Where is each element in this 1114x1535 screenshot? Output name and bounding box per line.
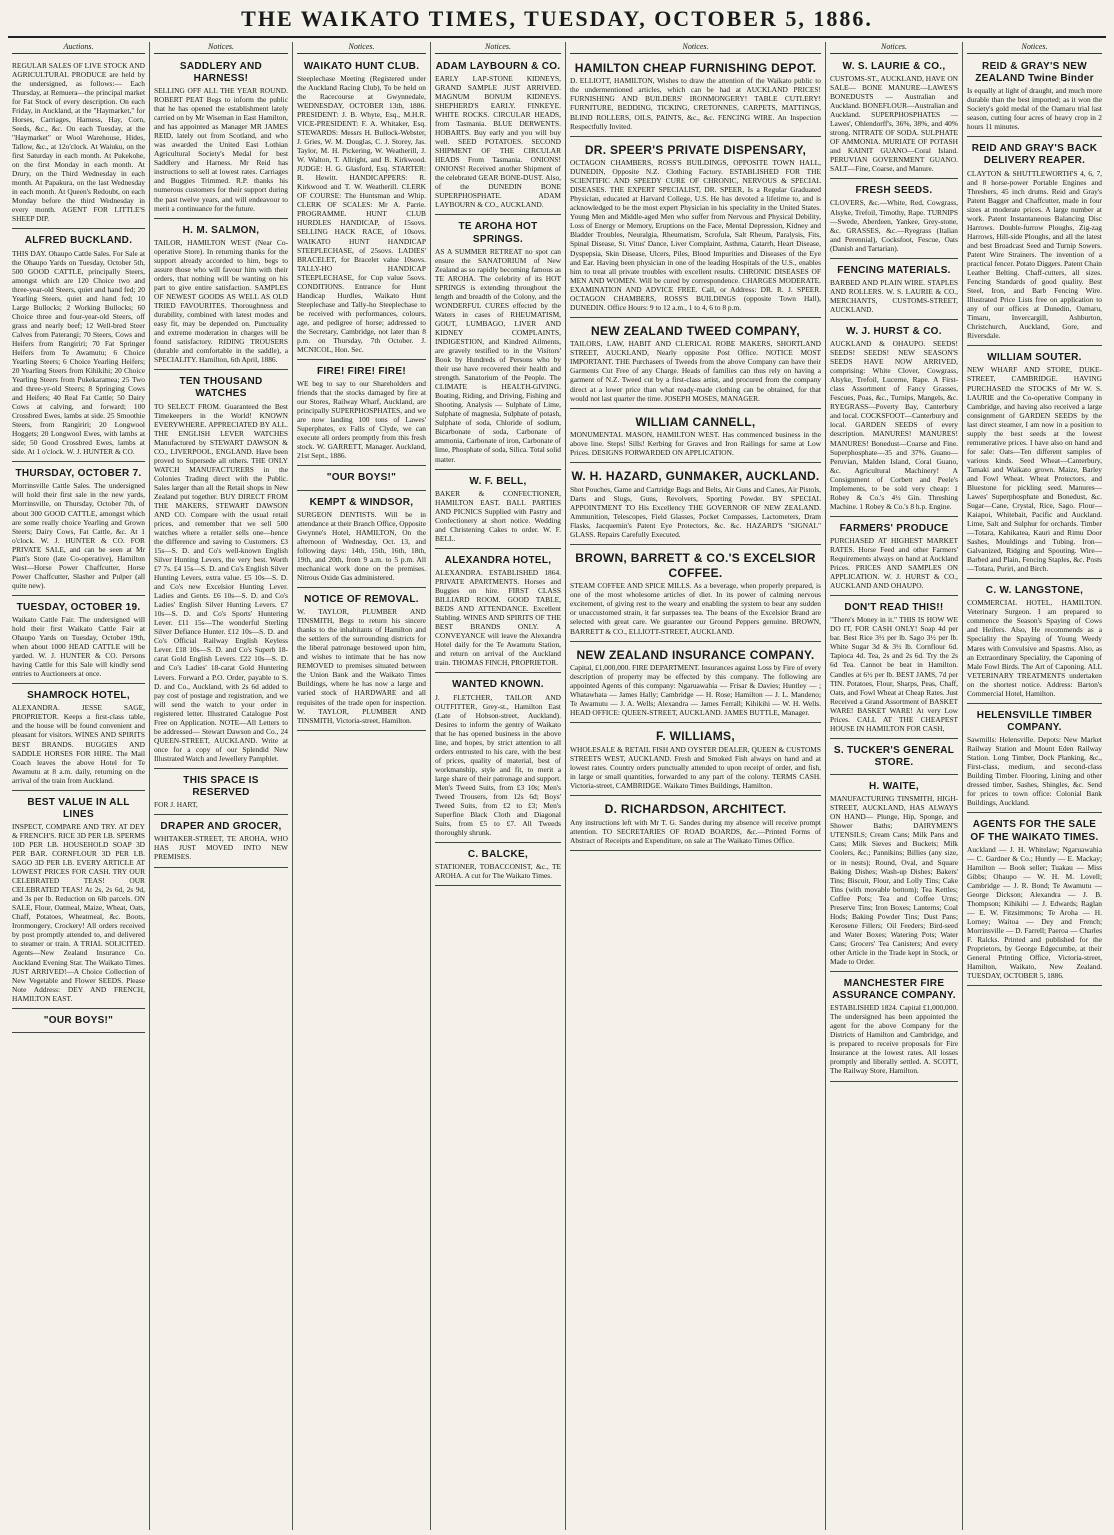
advertisement [830,181,958,258]
advertisement [435,57,561,216]
advertisement [154,372,288,769]
advertisement-body: Shot Pouches, Game and Cartridge Bags and Belts, Air Guns and Canes, Air Pistols, Darts and Slugs, Guns, Revolvers, Sporting Powder. BY SPECIAL APPOINTMENT TO His Excellency THE GOVERNOR OF NEW ZEALAND. Ammunition, Telescopes, Field Glasses, Pocket Compasses, Lactometers, Dram Flasks, Jacquemin's Patent Eye Protectors, &c. &c. HAZARD'S "SIGNAL" GLASS. Repairs Carefully Executed. [570,484,821,540]
advertisement [570,798,821,851]
advertisement-title: DON'T READ THIS!! [844,602,944,614]
advertisement-title: "OUR BOYS!" [326,472,397,484]
advertisement-title: SHAMROCK HOTEL, [27,690,130,702]
advertisement-body: CUSTOMS-ST., AUCKLAND, HAVE ON SALE— BONE MANURE—LAWES'S BONEDUSTS — Australian and Auckland. BONEFLOUR—Australian and Auckland. SUPERPHOSPHATES — Lawes', Ohlendorff's, 36%, 38%, and 40% strong. NITRATE OF SODA. SULPHATE OF AMMONIA. MURIATE OF POTASH and KAINIT GUANO—Coral Island. PERUVIAN GOVERNMENT GUANO. SALT—Fine, Coarse, and Manure. [830,73,958,174]
advertisement-title: AGENTS FOR THE SALE OF THE WAIKATO TIMES. [970,819,1099,843]
column-heading: Notices. [154,42,288,54]
advertisement [154,57,288,219]
advertisement [297,362,426,466]
advertisement-body: Waikato Cattle Fair. The undersigned will hold their first Waikato Cattle Fair at Ohaupo Yards on Tuesday, October 19th, when about 1000 HEAD CATTLE will be yarded. W. J. HUNTER & CO. Persons having Cattle for this Sale will kindly send entries to Auctioneers at once. [12,614,145,679]
advertisement [297,590,426,731]
advertisement [570,725,821,796]
advertisement-title: "OUR BOYS!" [43,1014,114,1026]
advertisement-body: OCTAGON CHAMBERS, ROSS'S BUILDINGS, OPPOSITE TOWN HALL, DUNEDIN, Opposite N.Z. Clothing Factory. ESTABLISHED FOR THE SCIENTIFIC AND SPEEDY CURE OF CHRONIC, NERVOUS & SPECIAL DISEASES. THE EXPERT SPECIALIST, DR. SPEER, Is a Regular Graduated Physician, educated at Harvard College, U.S. He has devoted a lifetime to, and is acknowledged to be the most expert Physician in his speciality in the United States. Young Men and Middle-aged Men who suffer from Nervous and Physical Debility, Loss of Energy or Memory, Eruptions on the Face, Mental Depression, Kidney and Bladder Troubles, Neuralgia, Rheumatism, Scrofula, Salt Rheum, Paralysis, Fits, Spinal Disease, St. Vitus' Dance, Liver Complaint, Asthma, Catarrh, Heart Disease, Dyspepsia, Skin Disease, Ulcers, Piles, Blood Impurities and Diseases of the Eye and Ear. Having been physician in one of the leading Hospitals of the U.S., enables him to treat all private troubles with excellent results. CHRONIC DISEASES OF MEN AND WOMEN. Will be cured by correspondence. CHARGES MODERATE. EXAMINATION AND ADVICE FREE. Call, or Address: DR. R. J. SPEER. OCTAGON CHAMBERS, ROSS'S BUILDINGS (opposite Town Hall), DUNEDIN. Office Hours: 9 to 12 a.m., 1 to 4, 6 to 8 p.m. [570,158,821,312]
advertisement-body: WE beg to say to our Shareholders and friends that the stocks damaged by fire at our Stores, Railway Wharf, Auckland, are principally SUPERPHOSPHATES, and we are now landing 100 tons of Lawes' Superphates, ex Falls of Clyde, we can execute all orders promptly from this fresh stock. W. GARRETT, Manager. Auckland, 21st Sept., 1886. [297,379,426,461]
advertisement-title: WANTED KNOWN. [452,679,544,691]
advertisement [967,815,1102,986]
column-grid [8,42,1106,1530]
advertisement-body: Morrinsville Cattle Sales. The undersigned will hold their first sale in the new yards, Morrinsville, on Thursday, October 7th, of about 300 GOOD CATTLE, amongst which are some really choice Yearling and Grown Steers; Dairy Cows, Fat Cattle, &c. At 1 o'clock. W. J. HUNTER & CO. FOR PRIVATE SALE, and can be seen at Mr Piatt's Store (late Co-operative), Hamilton West—Horse Power Chaffcutter, Horse Power Chaffcutter, Slasher and Pulper (all quite new). [12,481,145,590]
advertisement-title: ADAM LAYBOURN & CO. [435,60,561,72]
advertisement-title: WILLIAM SOUTER. [987,352,1082,364]
advertisement-title: ALFRED BUCKLAND. [24,235,133,247]
advertisement-title: W. H. HAZARD, GUNMAKER, AUCKLAND. [571,469,820,484]
advertisement-body: SURGEON DENTISTS. Will be in attendance at their Branch Office, Opposite Gwynne's Hotel, HAMILTON, On the afternoon of Wednesday, Oct. 13, and following days: 14th, 15th, 16th, 18th, 19th, and 20th, from 9 a.m. to 5 p.m. All mechanical work done on the premises. Nitrous Oxide Gas administered. [297,509,426,582]
advertisement [154,771,288,815]
advertisement-body: W. TAYLOR, PLUMBER AND TINSMITH, Begs to return his sincere thanks to the inhabitants of Hamilton and the settlers of the surrounding districts for the liberal patronage bestowed upon him, and wishes to intimate that he has now REMOVED to premises situated between the Union Bank and the Waikato Times Buildings, where he has now a large and varied stock of HARDWARE and all requisites of the trade open for inspection. W. TAYLOR, PLUMBER AND TINSMITH, Victoria-street, Hamilton. [297,607,426,725]
advertisement-body: WHITAKER-STREET, TE AROHA, WHO HAS JUST MOVED INTO NEW PREMISES. [154,834,288,862]
advertisement [570,644,821,724]
advertisement-title: W. J. HURST & CO. [846,325,942,337]
advertisement [435,675,561,843]
advertisement-title: H. M. SALMON, [182,224,260,236]
advertisement [297,57,426,360]
advertisement [297,493,426,588]
column-heading: Notices. [967,42,1102,54]
advertisement-body: AUCKLAND & OHAUPO. SEEDS! SEEDS! SEEDS! NEW SEASON'S SEEDS HAVE NOW ARRIVED, comprising: White Clover, Cowgrass, Alsyke, Trefoil, Lucerne, Rape. A First-class Assortment of Fancy Grasses, Fescues, Poas, &c., Turnips, Mangels, &c. RYEGRASS—Poverty Bay, Canterbury and local. COCKSFOOT—Canterbury and local. GARDEN SEEDS of every description. MANURES! MANURES! MANURES! Bonedust—Coarse and Fine. Superphosphate—35 and 37%. Guano—Peruvian, Malden Island, Coral Guano, &c. Agricultural Machinery! A Consignment of Corbett and Peele's Implements, to be sold very cheap: 1 Robey & Co.'s 4½ Gin. Threshing Machine. 1 Robey & Co.'s 8 h.p. Engine. [830,339,958,511]
advertisement [435,472,561,549]
advertisement-body: MANUFACTURING TINSMITH, HIGH-STREET, AUCKLAND, HAS ALWAYS ON HAND— Plunge, Hip, Sponge, and Shower Baths; DAIRYMEN'S UTENSILS; Cream Cans; Milk Pans and Cans; Milk Sieves and Buckets; Milk Coolers, &c.; Pannikins; Billies (any size, or in nests); Round, Oval, and Square Baking Dishes; Wash-up Dishes; Bakers' Tins; Biscuit, Flour, and Lolly Tins; Cake Tins (with movable bottom); Tea Kettles; Coffee Pots; Tea and Coffee Urns; Preserve Tins; Iron Boxes; Lanterns; Coal Hods; Baking Powder Tins; Dust Pans; Kerosene Fillers; Oil Feeders; Bird-seed and Water Boxes; Watering Pots; Water Cans; Grocers' Tea Canisters; And every other Article in the Trade kept in Stock, or Made to Order. [830,794,958,966]
advertisement-title: NOTICE OF REMOVAL. [304,594,419,605]
advertisement-body: STATIONER, TOBACCONIST, &c., TE AROHA. A cut for The Waikato Times. [435,862,561,881]
advertisement-body: CLAYTON & SHUTTLEWORTH'S 4, 6, 7, and 8 horse-power Portable Engines and Threshers, 45 inch drums. Reid and Gray's Patent Bagger and Chaffcutter, made in four sizes at moderate prices. A large number at work. Patent Instantaneous Balancing Disc Harrows. Double-furrow Ploughs, Zig-zag Harrows, Hill-side Ploughs, and all the latest and best Broadcast Seed and Turnip Sowers. Patent Wire Strainers. The invention of a practical fencer. Potato Diggers. Patent Chain Leather Belting. Chaff-cutters, all sizes. Fencing Standards of good quality. Best Steel, Iron, and Barb Fencing Wire. Illustrated Price Lists free on application to any of our offices at Dunedin, Oamaru, Timaru, Invercargill, Ashburton, Christchurch, Auckland, Gore, and Riversdale. [967,168,1102,341]
advertisement [570,411,821,464]
advertisement-title: REID AND GRAY'S BACK DELIVERY REAPER. [971,143,1098,167]
advertisement-title: C. W. LANGSTONE, [985,585,1084,597]
advertisement-body: FOR J. HART, [154,800,198,810]
advertisement [154,221,288,371]
advertisement-title: THURSDAY, OCTOBER 7. [15,468,142,480]
advertisement-body: Capital, £1,000,000. FIRE DEPARTMENT. Insurances against Loss by Fire of every description of property may be effected by this company. The following are appointed Agents of this company: Ngaruawahia — Frisar & Davies; Huntley — ; Whatawhata — James Hally; Cambridge — H. Rose; Hamilton — J. L. Mandeno; Te Awamutu — J. A. Wells; Alexandra — James Ferrall; Kihikihi — W. H. Wells. HEAD OFFICE: QUEEN-STREET, AUCKLAND. JAMES BUTTLE, Manager. [570,663,822,718]
column-auctions [8,42,150,1530]
advertisement [570,547,821,641]
advertisement-body: COMMERCIAL HOTEL, HAMILTON. Veterinary Surgeon. I am prepared to commence the Season's Spaying of Cows and Heifers. Also, He recommends as a Speciality the Spaying of Young Weedy Mares with Convulsive and Spasms. Also, as an Extraordinary Speciality, the Caponing of Male Fowl Birds. The Art of Caponing. ALL VETERINARY TREATMENTS undertaken on the shortest notice. Address: Barton's Commercial Hotel, Hamilton. [967,598,1102,698]
advertisement-title: NEW ZEALAND TWEED COMPANY, [591,323,800,338]
advertisement-body: D. ELLIOTT, HAMILTON, Wishes to draw the attention of the Waikato public to the undermentioned articles, which can be had at AUCKLAND PRICES! FURNISHING AND BUILDERS' IRONMONGERY! TABLE CUTLERY! FURNITURE, BEDDING, TICKING, CRETONNES, CARPETS, MATTINGS, BLIND ROLLERS, OILS, PAINTS, &c., &c. FENCING WIRE. An Inspection Respectfully Invited. [570,76,821,131]
advertisement-title: DR. SPEER'S PRIVATE DISPENSARY, [584,142,807,157]
advertisement-body: Is equally at light of draught, and much more durable than the best imported; as it won the Society's gold medal of the Oamaru trial last season, cutting four acres of heavy crop in 2 hours 11 minutes. [967,86,1102,132]
advertisement-body: PURCHASED AT HIGHEST MARKET RATES. Horse Feed and other Farmers' Requirements always on hand at Auckland Prices. PRICES AND SAMPLES ON APPLICATION. W. J. HURST & CO., AUCKLAND AND OHAUPO. [830,535,958,591]
advertisement-title: TE AROHA HOT SPRINGS. [458,221,538,245]
advertisement-title: C. BALCKE, [467,849,529,861]
advertisement [12,1011,145,1033]
advertisement [154,817,288,867]
advertisement [967,706,1102,814]
advertisement [297,468,426,490]
advertisement-body: TAILORS, LAW, HABIT AND CLERICAL ROBE MAKERS, SHORTLAND STREET, AUCKLAND, Nearly opposite Post Office. NOTICE MOST IMPORTANT. THE Purchasers of Tweeds from the above Company can have their Garments Cut Free of any Charge. Heads of families can thus rely on having a garment of N.Z. Tweed cut by a first-class artist, and procured from the company direct at a lower price than what ready-made clothing can be obtained, for that would not last quarter the time. JOSEPH MOSES, MANAGER. [570,339,821,403]
advertisement-title: FARMERS' PRODUCE [839,522,949,534]
masthead-title: THE WAIKATO TIMES, TUESDAY, OCTOBER 5, 1886. [241,6,873,31]
advertisement [570,465,821,545]
advertisement-body: CLOVERS, &c.—White, Red, Cowgrass, Alsyke, Trefoil, Timothy, Rape. TURNIPS—Swede, Aberdeen, Yankee, Grey-stone, &c. GRASSES, &c.—Ryegrass (Italian and Perennial), Cocksfoot, Fescue, Oats (Danish and Tartarian). [830,198,958,253]
advertisement-title: KEMPT & WINDSOR, [309,496,414,508]
advertisement [830,57,958,180]
column-notices-3 [293,42,431,1530]
advertisement-title: HAMILTON CHEAP FURNISHING DEPOT. [574,60,817,75]
advertisement [830,261,958,320]
advertisement-body: ALEXANDRA. JESSE SAGE, PROPRIETOR. Keeps a first-class table, and the house will be found convenient and pleasant for visitors. WINES AND SPIRITS BEST BRANDS. BUGGIES AND SADDLE HORSES FOR HIRE. The Mail Coach leaves the above Hotel for Te Awamutu at 8 a.m. daily, returning on the arrival of the train from Auckland. [12,703,145,785]
column-notices-2 [150,42,293,1530]
advertisement-body: ESTABLISHED 1824. Capital £1,000,000. The undersigned has been appointed the agent for the above Company for the Districts of Hamilton and Cambridge, and is prepared to receive proposals for Fire Insurance at the lowest rates. All losses promptly and liberally settled. A. SCOTT, The Railway Store, Hamilton. [830,1003,958,1076]
advertisement-title: TEN THOUSAND WATCHES [179,376,263,400]
advertisement [967,581,1102,704]
advertisement [570,139,821,318]
advertisement [830,598,958,739]
advertisement-title: BROWN, BARRETT & CO.'S EXCELSIOR COFFEE. [575,551,816,580]
advertisement [830,322,958,517]
advertisement-body: "There's Money in it." THIS IS HOW WE DO IT, FOR CASH ONLY! Soap 4d per bar. Best Rice 3½ per lb. Sago 3½ per lb. White Sugar 3d & 3½ lb. Cornflour 6d. Tapioca 4d. Tea, 2s and 2s 6d. Try the 2s 6d Tea. Cannot be beat in Hamilton. Candles at 6½ per lb. BEST JAMS, 7d per TIN. Potatoes, Flour, Sharps, Peas, Chaff, Oats, and Fowl Wheat at Cheap Rates. Just Received a Grand Assortment of BASKET WARE! BASKET WARE! At very Low Prices. CALL AT THE CHEAPEST HOUSE IN HAMILTON FOR CASH, [830,615,958,733]
advertisement-title: FENCING MATERIALS. [837,264,951,276]
advertisement-title: W. S. LAURIE & CO., [842,60,946,72]
advertisement-title: FIRE! FIRE! FIRE! [317,365,406,377]
advertisement [967,57,1102,138]
advertisement-title: FRESH SEEDS. [855,185,933,197]
advertisement-title: TUESDAY, OCTOBER 19. [16,601,141,613]
advertisement-body: TAILOR, HAMILTON WEST (Near Co-operative Store). In returning thanks for the support already accorded to him, begs to assure those who will favour him with their orders, that nothing will be wanting on his part to give entire satisfaction. SAMPLES OF NEWEST GOODS AS WELL AS OLD TRIED FAVOURITES. Thoroughness and durability, combined with latest modes and easy fit, may be depended on. Punctuality and extreme moderation in charges will be found satisfactory. RIDING TROUSERS (durable and comfortable in the saddle), a SPECIALITY. Hamilton, 6th April, 1886. [154,237,288,365]
advertisement [12,231,145,462]
column-notices-5 [566,42,826,1530]
advertisement [830,741,958,775]
column-heading: Notices. [435,42,561,54]
column-heading: Notices. [297,42,426,54]
advertisement-title: SADDLERY AND HARNESS! [179,60,263,84]
advertisement-body: BAKER & CONFECTIONER, HAMILTON EAST. BALL PARTIES AND PICNICS Supplied with Pastry and Confectionery at short notice. Wedding and Christening Cakes to order. W. F. BELL. [435,488,561,543]
advertisement-body: BARBED AND PLAIN WIRE. STAPLES AND ROLLERS. W. S. LAURIE & CO., MERCHANTS, CUSTOMS-STREET, AUCKLAND. [830,277,958,314]
advertisement-body: ALEXANDRA. ESTABLISHED 1864. PRIVATE APARTMENTS. Horses and Buggies on hire. FIRST CLASS BILLIARD ROOM. GOOD TABLE, BEDS AND ATTENDANCE. Excellent Stabling. WINES AND SPIRITS OF THE BEST BRANDS ONLY. A CONVEYANCE will leave the Alexandra Hotel daily for the Te Awamutu Station, and return on arrival of the Auckland train. THOMAS FINCH, PROPRIETOR. [435,568,561,668]
advertisement-title: H. WAITE, [869,781,919,793]
advertisement-title: WILLIAM CANNELL, [635,414,756,429]
advertisement-body: INSPECT, COMPARE AND TRY. AT DEY & FRENCH'S. RICE 3D PER LB. SPERMS 10D PER LB. HOUSEHOLD SOAP 3D PER BAR. CORNFLOUR 3D PER LB. SAGO 3D PER LB. EVERY ARTICLE AT LOWEST PRICES FOR CASH. TRY OUR CELEBRATED TEAS! OUR CELEBRATED TEAS! At 2s, 2s 6d, 2s 9d, and 3s per lb. Reduction on 6lb parcels. ON SALE, Flour, Oatmeal, Maize, Wheat, Oats, Chaff, Potatoes, Wheatmeal, &c. Boots, Ironmongery, Crockery! All orders received by post promptly attended to, and delivered to steamer or train. A TRIAL SOLICITED. Agents—New Zealand Insurance Co. Auckland Evening Star. The Waikato Times. JUST ARRIVED!—A Choice Collection of New Vegetable and Flower SEEDS. Please Note Address: DEY AND FRENCH, HAMILTON EAST. [12,822,145,1003]
advertisement-body: NEW WHARF AND STORE, DUKE-STREET, CAMBRIDGE. HAVING PURCHASED the STOCKS of Mr W. S. LAURIE and the Co-operative Company in Cambridge, and having also received a large consignment of GARDEN SEEDS by the last direct steamer, I am now in a position to supply the best seeds at the lowest remunerative prices. I have also on hand and for sale: Oats—Ten different samples of various kinds. Seed Wheat—Canterbury, Tamaki and Waikato grown. Maize, Barley and Fowl Wheat. Wheat Protectors, and Bluestone for pickling seed. Manures—Lawes' Superphosphate and Bonedust, &c. Sugar—Cane, Crystal, Rice, Sago. Flour—Kaiapoi, Whitebait, Pacific and Auckland. Lime, Salt and Sulphur for orchards. Timber—Totara, Kahikatea, Kauri and Rimu Door Sashes, Mouldings and Tubing. Iron—Galvanized, Ridging and Spouting. Wire—Barbed and Plain, Fencing Staples, &c. Posts—Totara, Puriri, and Birch. [967,365,1102,574]
masthead-rule [8,36,1106,38]
advertisement [570,57,821,137]
advertisement [435,551,561,674]
advertisement-body: Sawmills: Helensville. Depots: New Market Railway Station and Mount Eden Railway Station. Long Timber, Dock Planking, &c., First-class, medium, and second-class Building Timber. Flooring, Lining and other dressed timber, Sashes, Shingles, &c. Send for prices to town office: Colonial Bank Buildings, Auckland. [967,735,1102,808]
column-heading: Auctions. [12,42,145,54]
advertisement [12,793,145,1009]
column-notices-6 [826,42,963,1530]
masthead [0,0,1114,38]
advertisement-body: SELLING OFF ALL THE YEAR ROUND. ROBERT PEAT Begs to inform the public that he has opened the establishment lately carried on by Mr Wiseman in East Hamilton, and has appointed as Manager MR JAMES REID, lately out from Scotland, and who was awarded the United East Lothian Agricultural Society's Medal for best Saddlery and Harness. Mr Reid has instructions to sell at lowest rates. Carriages and Buggies Trimmed. R.P. thanks his numerous customers for their support during the past twelve years, and will endeavour to merit a continuance for the future. [154,86,288,213]
advertisement-title: MANCHESTER FIRE ASSURANCE COMPANY. [832,977,956,1002]
advertisement [570,320,821,409]
advertisement-body: MONUMENTAL MASON, HAMILTON WEST. Has commenced business in the above line. Steps! Sills! Kerbing for Graves and Iron Railings for same at Low Prices. DESIGNS FORWARDED ON APPLICATION. [570,430,821,458]
advertisement [12,464,145,596]
advertisement [12,57,145,230]
advertisement-body: WHOLESALE & RETAIL FISH AND OYSTER DEALER, QUEEN & CUSTOMS STREETS WEST, AUCKLAND. Fresh and Smoked Fish always on hand and at lowest rates. Country orders punctually attended to upon receipt of order, and fish, in large or small quantities, forwarded to any part of the colony. TERMS CASH. Victoria-street, CAMBRIDGE. Waikato Times Buildings, Hamilton. [570,744,821,791]
advertisement [967,139,1102,346]
advertisement-title: W. F. BELL, [469,475,527,487]
advertisement-body: REGULAR SALES OF LIVE STOCK AND AGRICULTURAL PRODUCE are held by the undersigned, as follows:— Each Thursday, at Remuera—the principal market for Fat Stock of every description. On each Friday, in Auckland, at the "Haymarket," for Horses, Carriages, Harness, Hay, Corn, Seeds, &c., &c. On each Tuesday, at the "Haymarket" or Wool Warehouse, Hides, Tallow, &c., at 12o'clock. At Waiuku, on the first Saturday in each month. At Pukekohe, on the first Monday in each month. At Drury, on the Third Wednesday in each month. At Papakura, on the last Wednesday in each month. At Queen's Redoubt, on each Monday before the third Wednesday in every month. AGENT FOR LITTLE'S SHEEP DIP. [12,60,145,224]
advertisement [12,598,145,684]
advertisement-title: NEW ZEALAND INSURANCE COMPANY. [576,647,815,662]
advertisement [967,348,1102,579]
advertisement [830,519,958,596]
advertisement-body: STEAM COFFEE AND SPICE MILLS. As a beverage, when properly prepared, is one of the most wholesome articles of diet. In its power of calming nervous excitement, of giving rest to the weary and enabling the system to bear any sudden or unaccustomed strain, it far surpasses tea. The beans of the Excelsior Brand are selected with great care. We guarantee our Ground Peppers genuine. BROWN, BARRETT & CO., ELLIOTT-STREET, AUCKLAND. [570,581,821,636]
advertisement-body: Auckland — J. H. Whitelaw; Ngaruawahia — C. Gardner & Co.; Huntly — E. Mackay; Hamilton — Book seller; Tuakau — Miss Gibbs; Ohaupo — W. H. M. Lovell; Cambridge — J. R. Bond; Te Awamutu — George Dickson; Alexandra — J. B. Thompson; Kihikihi — J. Edwards; Raglan — E. W. Fitzsimmons; Te Aroha — H. Lorney; Waitoa — Dey and French; Morrinsville — D. Farrell; Paeroa — Charles F. Ralcks. Printed and published for the Proprietors, by George Edgecumbe, at their General Printing Office, Victoria-street, Hamilton, Waikato, New Zealand. TUESDAY, OCTOBER 5, 1886. [967,844,1102,981]
advertisement-title: S. TUCKER'S GENERAL STORE. [833,744,955,768]
advertisement-title: HELENSVILLE TIMBER COMPANY. [976,709,1093,733]
advertisement-title: ALEXANDRA HOTEL, [444,554,552,566]
advertisement-body: TO SELECT FROM. Guaranteed the Best Timekeepers in the World! KNOWN EVERYWHERE. APPRECIATED BY ALL. THE ENGLISH LEVER WATCHES Manufactured by STEWART DAWSON & CO., LIVERPOOL, ENGLAND. Have been proved to Supersede all others. THE ONLY WATCH MANUFACTURERS in the Colonies Trading direct with the Public. Sales larger than all the Retail shops in New Zealand put together. BUY DIRECT FROM THE MAKERS, STEWART DAWSON AND CO. Compare with the usual retail prices, and remember that we sell 500 watches where a retailer sells one—hence the difference and saving to Customers. £3 15s—S. D. and Co's well-known English Silver Hunting Levers, the very best. Worth £7 7s. £4 15s—S. D. and Co's English Silver Hunting Levers, extra value. £5 10s—S. D. and Co's new Excelsior Hunting Lever. Ladies and Gents. £6 10s—S. D. and Co's Ladies' English Silver Hunting Levers. £7 10s—S. D. and Co's Sports' Huntering Lever. £11 15s—The wonderful Sterling Silver Defiance Hunter. £12 10s—S. D. and Co's Official Railway English Keyless Lever. £18 10s—S. D. and Co's Superb 18-carat Gold English Levers. £22 10s—S. D. and Co's Ladies' 18-carat Gold Huntering Levers. Forward a P.O. Order, payable to S. D. and Co., Auckland, with 2s 6d added to pay cost of postage and registration, and we will send the watch to your order in registered letter. Illustrated Catalogue Post Free on Application. NOTE—All Letters to be addressed— Stewart Dawson and Co., 24 QUEEN-STREET, AUCKLAND. Write at once for a copy of our Splendid New Illustrated Watch and Jewellery Pamphlet. [154,401,288,763]
advertisement [830,974,958,1082]
advertisement-title: DRAPER AND GROCER, [160,821,282,833]
advertisement [12,686,145,790]
advertisement-body: Steeplechase Meeting (Registered under the Auckland Racing Club), To be held on the Racecourse at Gwynnedale, WEDNESDAY, OCTOBER 13th, 1886. PRESIDENT: J. B. Whyte, Esq., M.H.R. VICE-PRESIDENT: F. A. Whitaker, Esq. STEWARDS: Messrs H. Bullock-Webster, J. Gries, W. M. Douglas, C. J. Storey, Jas. Taylor, M. H. Pickering, W. Weatherill, J. W. Walton, T. Allright, and B. Kirkwood. JUDGE: H. G. Glasford, Esq. STARTER: R. Hewitt. HANDICAPPERS: R. Kirkwood and T. W. Weatherill. CLERK OF COURSE: The Huntsman and Whip. CLERK OF SCALES: Mr A. Parrie. PROGRAMME. HUNT CLUB HURDLES HANDICAP, of 15sovs. SELLING HACK RACE, of 10sovs. WAIKATO HUNT HANDICAP STEEPLECHASE, of 25sovs. LADIES' BRACELET, for Bracelet value 10sovs. TALLY-HO HANDICAP STEEPLECHASE, for Cup value 5sovs. CONDITIONS. Entrance for Hunt Handicap Hurdles, Waikato Hunt Steeplechase and Tally-ho Steeplechase to be received with performances, colours, age, and pedigree of horse; addressed to the Secretary, Cambridge, not later than 8 p.m. on Thursday, 7th October. J. MCNICOL, Hon. Sec. [297,73,426,354]
column-notices-4 [431,42,566,1530]
advertisement [435,845,561,886]
advertisement-title: BEST VALUE IN ALL LINES [27,796,130,820]
advertisement-title: THIS SPACE IS RESERVED [183,774,259,798]
column-heading: Notices. [830,42,958,54]
advertisement-title: WAIKATO HUNT CLUB. [303,60,420,72]
advertisement-title: D. RICHARDSON, ARCHITECT. [604,802,787,817]
column-heading: Notices. [570,42,821,54]
advertisement-body: Any instructions left with Mr T. G. Sandes during my absence will receive prompt attention. TO SECRETARIES OF ROAD BOARDS, &c.—Printed Forms of Abstract of Receipts and Expenditure, on sale at The Waikato Times Office. [570,817,821,845]
advertisement-body: EARLY LAP-STONE KIDNEYS, GRAND SAMPLE JUST ARRIVED. MAGNUM BONUM KIDNEYS. SHEPHERD'S EARLY. FINKEYE. WHITE ROCKS. CIRCULAR HEADS, from Tasmania. BLUE DERWENTS. HOBARTS. Buy early and you will buy well. SEED POTATOES. SECOND SHIPMENT OF THE CIRCULAR HEADS From Tasmania. ONIONS! ONIONS! Received another Shipment of the celebrated GEAR BONE-DUST. Also, of the DUNEDIN BONE SUPERPHOSPHATE. ADAM LAYBOURN & CO., AUCKLAND. [435,73,561,210]
advertisement-body: THIS DAY. Ohaupo Cattle Sales. For Sale at the Ohaupo Yards on Tuesday, October 5th, 500 GOOD CATTLE, principally Steers, amongst which are 120 Choice two and three-year-old Steers, quiet and hand fed; 20 Yearling Steers, quiet and hand fed; 10 Large Bullocks; 2 Working Bullocks; 60 Choice three and four-year-old Steers, off grass and nearly beef; 12 Well-bred Steer Calves from Paterangi; 70 Steers, Cows and Heifers from Rangiriri; 70 Fat Springer Heifers from Te Awamutu; 6 Choice Yearling Steers; 6 Choice Yearling Heifers; 20 Yearling Steers from Kihikihi; 20 Choice Yearling Steers from Pukekaramea; 25 Two and three-yr-old Steers; 8 Springing Cows and Heifers; 40 Real Fat Cattle; 50 Dairy Cows at calving, and forward; 100 Crossbred Ewes, lambs at side. 25 Smoothie Steers, from Rangiriri; 20 Longwool Hoggets; 20 Longwool Ewes, with lambs at side; 50 Good Crossbred Ewes, lambs at side. At 1 o'clock. W. J. HUNTER & CO. [12,248,145,457]
advertisement [830,777,958,972]
advertisement-title: F. WILLIAMS, [656,729,735,744]
column-notices-7 [963,42,1106,1530]
advertisement-title: REID & GRAY'S NEW ZEALAND Twine Binder [975,60,1094,84]
advertisement-body: AS A SUMMER RETREAT no spot can ensure the SANATORIUM of New Zealand as so rapidly becoming famous as TE AROHA. The celebrity of its HOT SPRINGS is extending throughout the length and breadth of the Colony, and the WONDERFUL CURES effected by the Waters in cases of RHEUMATISM, GOUT, LUMBAGO, LIVER AND KIDNEY COMPLAINTS, INDIGESTION, and Kindred Ailments, are gravely testified to in the Visitors' Book by Hundreds of Persons who by their use have recovered their health and strength. Sanatorium of the People. The CLIMATE is HEALTH-GIVING. Boating, Riding, and Driving, Fishing and Shooting. Analysis — Sulphate of Lime, Sulphate of magnesia, Sulphate of potash, Sulphate of soda, Chloride of sodium, Bicarbonate of soda, Carbonate of ammonia, Carbonate of iron, Carbonate of lime, Phosphate of soda, Silica. Total solid matter. [435,246,562,464]
advertisement [435,217,561,469]
advertisement-body: J. FLETCHER, TAILOR AND OUTFITTER, Grey-st., Hamilton East (Late of Hobson-street, Auckland). Desires to inform the gentry of Waikato that he has opened business in the above line, and hopes, by strict attention to all orders entrusted to his care, with the best of prices, quality of material, best of workmanship, style and fit, to merit a large share of their patronage and support. Men's Tweed Suits, from £3 10s; Men's Tweed Trousers, from 12s 6d; Boys' Tweed Suits, from £2 to £3; Men's Superfine Black Cloth and Diagonal Suits, from £5 to £7. All Tweeds thoroughly shrunk. [435,692,561,838]
